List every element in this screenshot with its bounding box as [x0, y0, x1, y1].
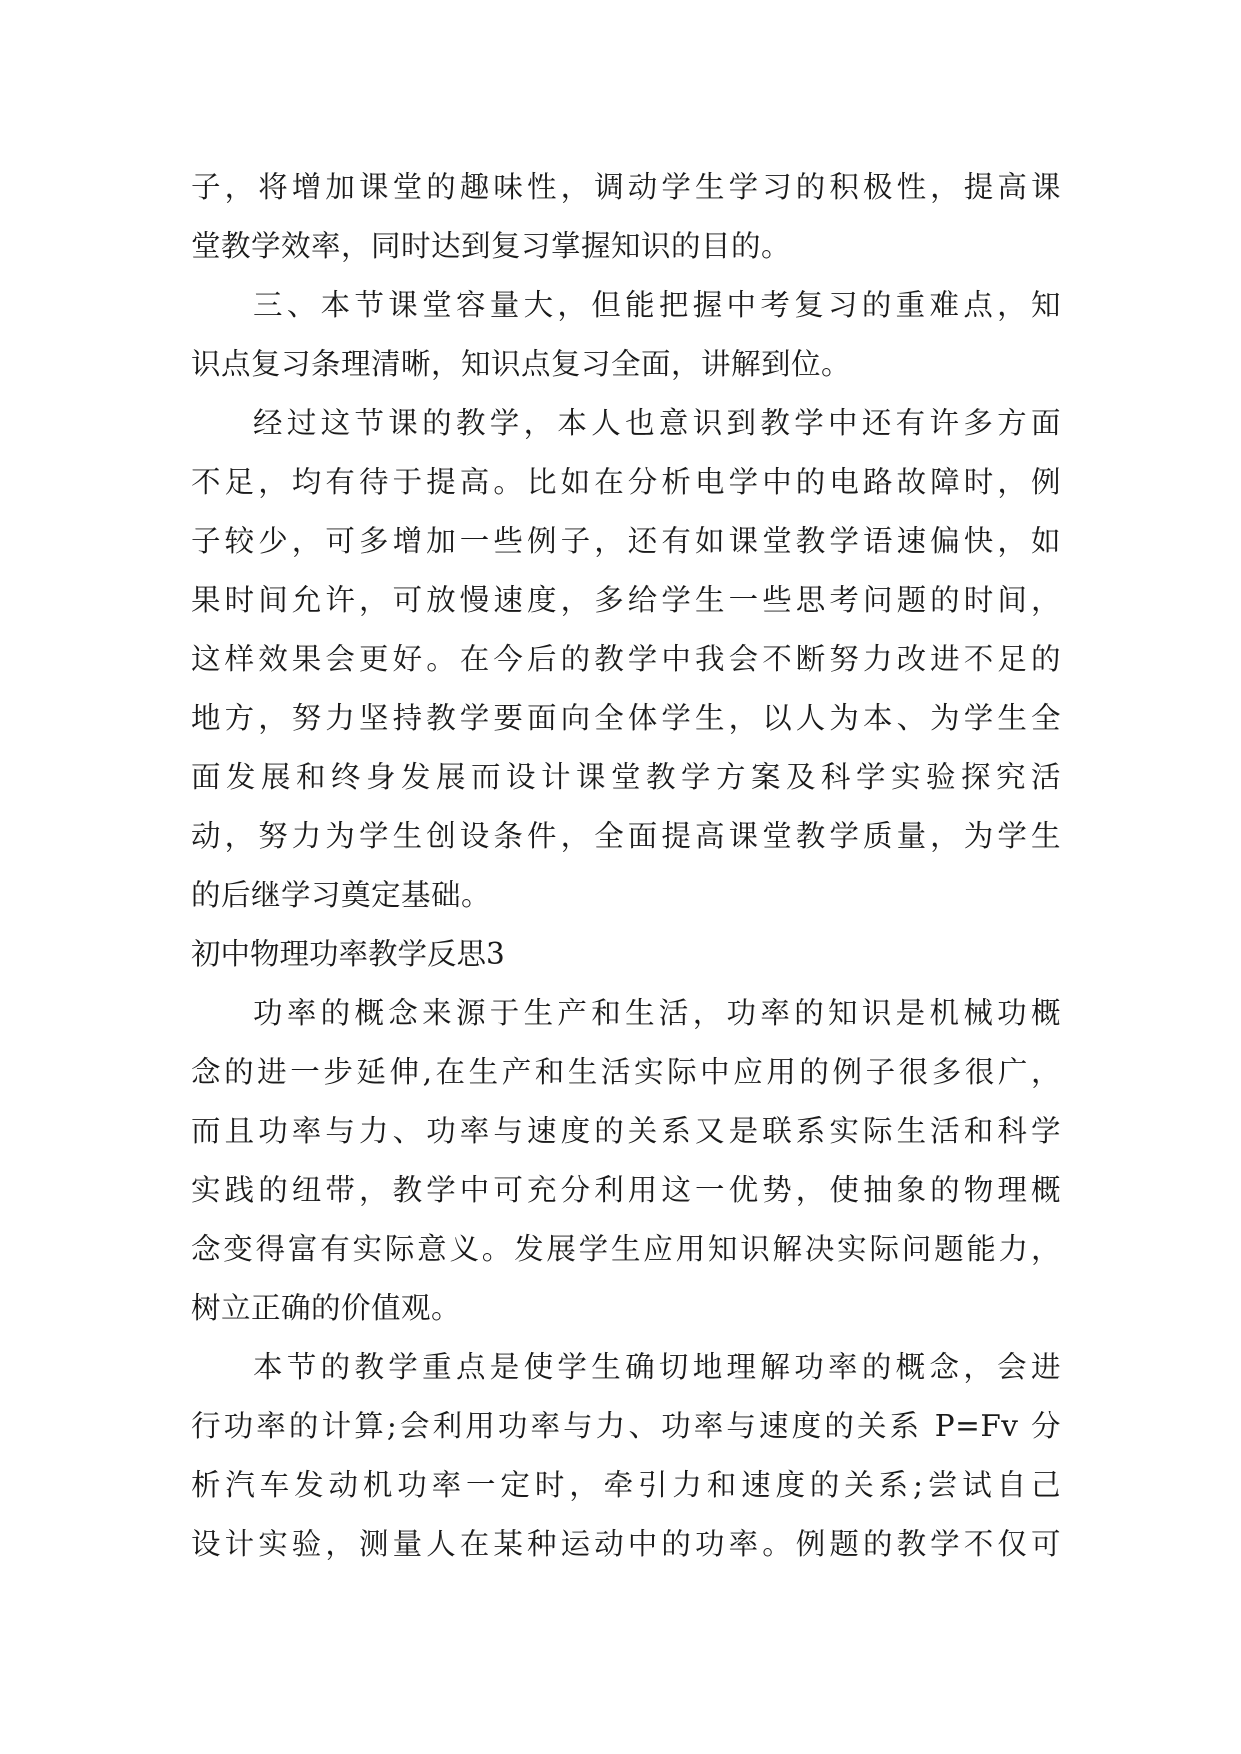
text-line: 实践的纽带，教学中可充分利用这一优势，使抽象的物理概 — [191, 1173, 1061, 1207]
text-line: 这样效果会更好。在今后的教学中我会不断努力改进不足的 — [191, 642, 1061, 676]
text-line: 堂教学效率，同时达到复习掌握知识的目的。 — [191, 229, 792, 263]
text-line: 动，努力为学生创设条件，全面提高课堂教学质量，为学生 — [191, 819, 1061, 853]
text-line: 面发展和终身发展而设计课堂教学方案及科学实验探究活 — [191, 760, 1061, 794]
text-line: 不足，均有待于提高。比如在分析电学中的电路故障时，例 — [191, 465, 1061, 499]
text-line: 行功率的计算;会利用功率与力、功率与速度的关系 P=Fv 分 — [191, 1409, 1061, 1443]
text-line: 果时间允许，可放慢速度，多给学生一些思考问题的时间， — [191, 583, 1061, 617]
text-line: 子，将增加课堂的趣味性，调动学生学习的积极性，提高课 — [191, 170, 1061, 204]
text-line: 地方，努力坚持教学要面向全体学生，以人为本、为学生全 — [191, 701, 1061, 735]
section-heading: 初中物理功率教学反思3 — [191, 937, 505, 971]
text-line: 析汽车发动机功率一定时，牵引力和速度的关系;尝试自己 — [191, 1468, 1061, 1502]
text-line: 设计实验，测量人在某种运动中的功率。例题的教学不仅可 — [191, 1527, 1061, 1561]
document-body — [191, 158, 1061, 1574]
text-line: 功率的概念来源于生产和生活，功率的知识是机械功概 — [253, 996, 1061, 1030]
text-line: 三、本节课堂容量大，但能把握中考复习的重难点，知 — [253, 288, 1061, 322]
text-line: 念的进一步延伸,在生产和生活实际中应用的例子很多很广， — [191, 1055, 1061, 1089]
text-line: 树立正确的价值观。 — [191, 1291, 462, 1325]
text-line: 的后继学习奠定基础。 — [191, 878, 492, 912]
text-line: 子较少，可多增加一些例子，还有如课堂教学语速偏快，如 — [191, 524, 1061, 558]
text-line: 念变得富有实际意义。发展学生应用知识解决实际问题能力， — [191, 1232, 1061, 1266]
text-line: 本节的教学重点是使学生确切地理解功率的概念，会进 — [253, 1350, 1061, 1384]
text-line: 而且功率与力、功率与速度的关系又是联系实际生活和科学 — [191, 1114, 1061, 1148]
text-line: 识点复习条理清晰，知识点复习全面，讲解到位。 — [191, 347, 852, 381]
text-line: 经过这节课的教学，本人也意识到教学中还有许多方面 — [253, 406, 1061, 440]
